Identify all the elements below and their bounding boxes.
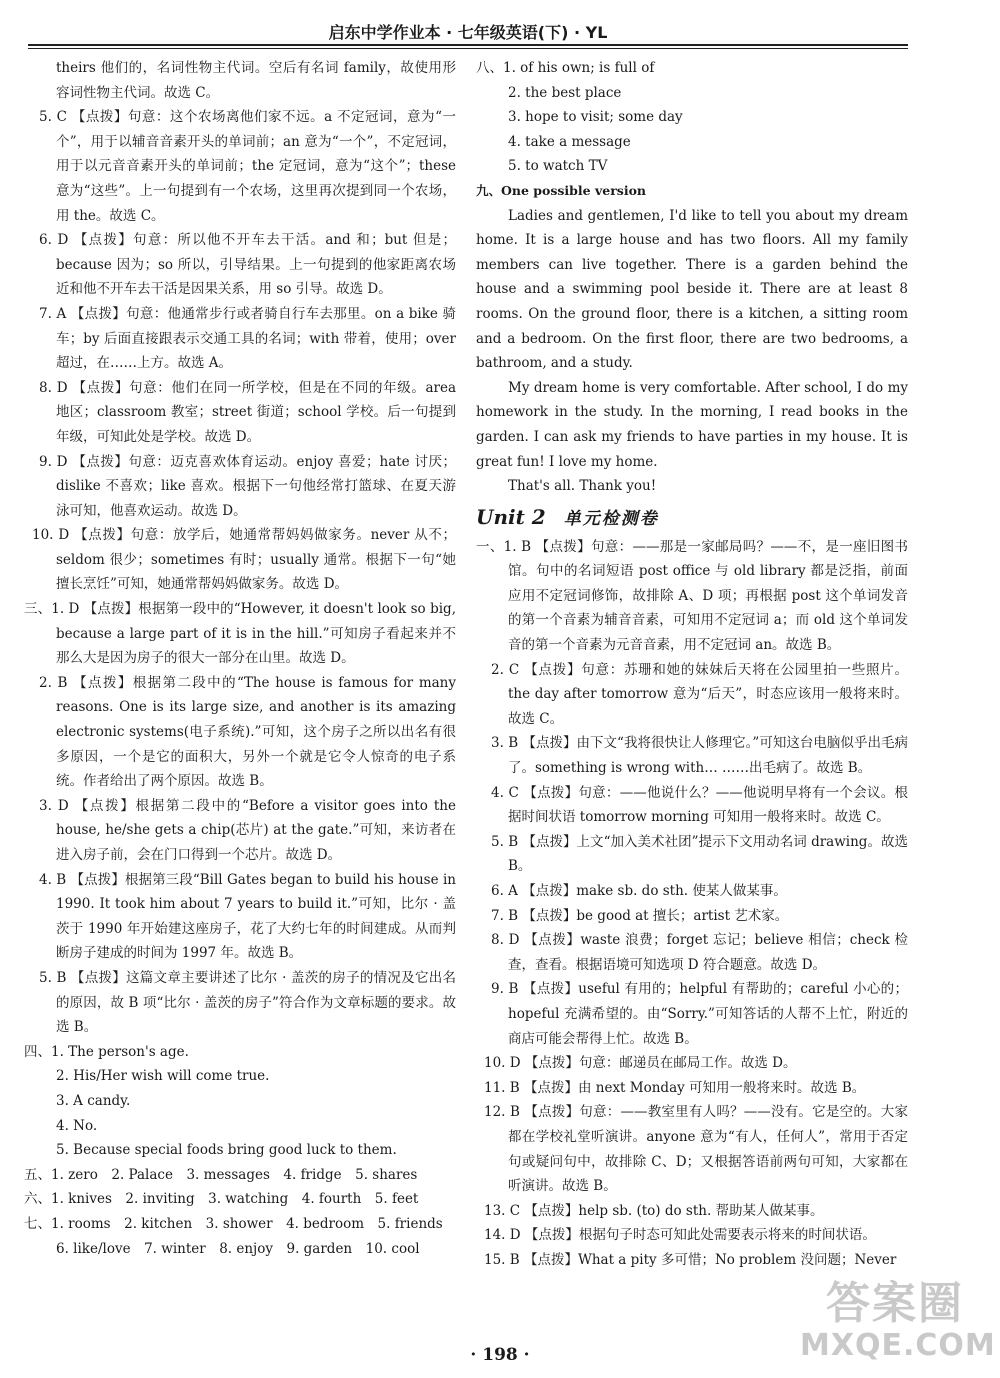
answer-paragraph: 14. D 【点拨】根据句子时态可知此处需要表示将来的时间状语。 <box>484 1227 876 1244</box>
answer-paragraph: 4. B 【点拨】根据第三段“Bill Gates began to build his house in 1990. It took him about 7 years to build it.”可知，比尔 · 盖茨于 1990 年开始建这座房子，花了大约七年的时间建成。从而判断房子建成的时间为 1997 年。故选 B。 <box>39 871 456 962</box>
answer-paragraph: 11. B 【点拨】由 next Monday 可知用一般将来时。故选 B。 <box>484 1079 866 1096</box>
answer-paragraph: 2. B 【点拨】根据第二段中的“The house is famous for many reasons. One is its large size, and another is its amazing electronic systems(电子系统).”可知，这个房子之所以出名有很多原因，一个是它的面积大，另外一个就是它令人惊奇的电子系统。作者给出了两个原因。故选 B。 <box>39 674 456 790</box>
unit-label: Unit 2 <box>476 504 546 529</box>
left-column <box>24 56 456 1261</box>
answer-paragraph: 13. C 【点拨】help sb. (to) do sth. 帮助某人做某事。 <box>484 1202 824 1219</box>
answer-paragraph: theirs 他们的，名词性物主代词。空后有名词 family，故使用形容词性物主代词。故选 C。 <box>56 60 456 101</box>
answer-paragraph: 五、1. zero 2. Palace 3. messages 4. fridge 5. shares <box>24 1166 418 1183</box>
answer-paragraph: 2. C 【点拨】句意：苏珊和她的妹妹后天将在公园里拍一些照片。the day after tomorrow 意为“后天”，时态应该用一般将来时。故选 C。 <box>491 661 908 727</box>
answer-paragraph: 15. B 【点拨】What a pity 多可惜；No problem 没问题；Never <box>484 1251 897 1268</box>
right-column <box>476 56 908 1273</box>
answer-paragraph: 4. C 【点拨】句意：——他说什么？——他说明早将有一个会议。根据时间状语 tomorrow morning 可知用一般将来时。故选 C。 <box>491 784 908 826</box>
right-column-answers-bottom <box>476 535 908 1273</box>
answer-paragraph: 5. B 【点拨】上文“加入美术社团”提示下文用动名词 drawing。故选 B。 <box>491 833 908 875</box>
unit-title: 单元检测卷 <box>563 508 659 529</box>
watermark-logo <box>800 1278 996 1372</box>
answer-paragraph: 3. D 【点拨】根据第二段中的“Before a visitor goes into the house, he/she gets a chip(芯片) at the gate.”可知，来访者在进入房子前，会在门口得到一个芯片。故选 D。 <box>39 797 456 863</box>
answer-paragraph: 5. to watch TV <box>508 158 608 175</box>
answer-paragraph: 2. the best place <box>508 84 622 101</box>
answer-paragraph: 10. D 【点拨】句意：放学后，她通常帮妈妈做家务。never 从不；seldom 很少；sometimes 有时；usually 通常。根据下一句“她擅长烹饪”可知，她通常帮妈妈做家务。故选 D。 <box>32 527 456 593</box>
answer-paragraph: 7. A 【点拨】句意：他通常步行或者骑自行车去那里。on a bike 骑车；by 后面直接跟表示交通工具的名词；with 带着，使用；over 超过，在……上方。故选 A。 <box>39 305 456 372</box>
answer-paragraph: 4. No. <box>56 1117 98 1134</box>
answer-paragraph: 3. B 【点拨】由下文“我将很快让人修理它。”可知这台电脑似乎出毛病了。something is wrong with… ……出毛病了。故选 B。 <box>491 735 908 777</box>
answer-paragraph: 4. take a message <box>508 133 631 150</box>
answer-paragraph: 5. C 【点拨】句意：这个农场离他们家不远。a 不定冠词，意为“一个”，用于以辅音音素开头的单词前；an 意为“一个”，不定冠词，用于以元音音素开头的单词前；the 定冠词，意为“这个”；these 意为“这些”。上一句提到有一个农场，这里再次提到同一个农场，用 the。故选 C。 <box>39 109 456 224</box>
answer-paragraph: 8. D 【点拨】waste 浪费；forget 忘记；believe 相信；check 检查，查看。根据语境可知选项 D 符合题意。故选 D。 <box>491 932 908 973</box>
answer-paragraph: 5. B 【点拨】这篇文章主要讲述了比尔 · 盖茨的房子的情况及它出名的原因，故 B 项“比尔 · 盖茨的房子”符合作为文章标题的要求。故选 B。 <box>39 969 456 1036</box>
answer-paragraph: 8. D 【点拨】句意：他们在同一所学校，但是在不同的年级。area 地区；classroom 教室；street 街道；school 学校。后一句提到年级，可知此处是学校。故选 D。 <box>39 379 456 445</box>
unit-2-heading <box>476 503 908 533</box>
answer-paragraph: 八、1. of his own; is full of <box>476 60 655 76</box>
answer-paragraph: 6. like/love 7. winter 8. enjoy 9. garden 10. cool <box>56 1240 420 1257</box>
answer-paragraph: 一、1. B 【点拨】句意：——那是一家邮局吗？——不，是一座旧图书馆。句中的名词短语 post office 与 old library 都是泛指，前面应用不定冠词修饰，故排除 A、D 项；再根据 post 这个单词发音的第一个音素为辅音音素，可知用不定冠词 a；而 old 这个单词发音的第一个音素为元音音素，用不定冠词 an。故选 B。 <box>476 538 908 654</box>
watermark-text: 答案圈 <box>826 1278 964 1329</box>
answer-paragraph: Ladies and gentlemen, I'd like to tell you about my dream home. It is a large house and has two floors. All my family members can live together. There is a garden behind the house and a swimming pool beside it. There are at least 8 rooms. On the ground floor, there is a kitchen, a sitting room and a bedroom. On the first floor, there are two bedrooms, a bathroom, and a study. <box>476 207 908 372</box>
answer-paragraph: 2. His/Her wish will come true. <box>56 1068 270 1085</box>
answer-paragraph: My dream home is very comfortable. After school, I do my homework in the study. In the morning, I read books in the garden. I can ask my friends to have parties in my house. It is great fun! I love my home. <box>476 379 908 470</box>
answer-paragraph: That's all. Thank you! <box>508 478 657 495</box>
answer-paragraph: 12. B 【点拨】句意：——教室里有人吗？——没有。它是空的。大家都在学校礼堂听演讲。anyone 意为“有人，任何人”，常用于否定句或疑问句中，故排除 C、D；又根据答语前两句可知，大家都在听演讲。故选 B。 <box>484 1104 908 1195</box>
answer-paragraph: 7. B 【点拨】be good at 擅长；artist 艺术家。 <box>491 907 789 924</box>
header-rule <box>28 44 908 46</box>
answer-paragraph: 六、1. knives 2. inviting 3. watching 4. fourth 5. feet <box>24 1191 419 1208</box>
answer-paragraph: 6. D 【点拨】句意：所以他不开车去干活。and 和；but 但是；because 因为；so 所以，引导结果。上一句提到的他家距离农场近和他不开车去干活是因果关系，用 so 引导。故选 D。 <box>39 232 456 298</box>
answer-paragraph: 9. B 【点拨】useful 有用的；helpful 有帮助的；careful 小心的；hopeful 充满希望的。由“Sorry.”可知答话的人帮不上忙，附近的商店可能会帮得上忙。故选 B。 <box>491 981 908 1047</box>
answer-paragraph: 四、1. The person's age. <box>24 1043 189 1060</box>
watermark-url: MXQE.COM <box>800 1328 996 1363</box>
answer-paragraph: 九、One possible version <box>476 182 646 198</box>
answer-paragraph: 三、1. D 【点拨】根据第一段中的“However, it doesn't look so big, because a large part of it is in the hill.”可知房子看起来并不那么大是因为房子的很大一部分在山里。故选 D。 <box>24 601 456 667</box>
answer-paragraph: 3. A candy. <box>56 1092 131 1109</box>
answer-paragraph: 5. Because special foods bring good luck to them. <box>56 1142 397 1159</box>
answer-paragraph: 6. A 【点拨】make sb. do sth. 使某人做某事。 <box>491 883 787 899</box>
answer-paragraph: 3. hope to visit; some day <box>508 109 683 126</box>
page-number: · 198 · <box>470 1345 530 1365</box>
answer-paragraph: 9. D 【点拨】句意：迈克喜欢体育运动。enjoy 喜爱；hate 讨厌；dislike 不喜欢；like 喜欢。根据下一句他经常打篮球、在夏天游泳可知，他喜欢运动。故选 D。 <box>39 453 456 519</box>
answer-paragraph: 七、1. rooms 2. kitchen 3. shower 4. bedroom 5. friends <box>24 1215 443 1232</box>
answer-paragraph: 10. D 【点拨】句意：邮递员在邮局工作。故选 D。 <box>484 1055 797 1072</box>
header-rule-thin <box>28 48 908 49</box>
page-header: 启东中学作业本 · 七年级英语(下) · YL <box>328 23 608 42</box>
right-column-answers-top <box>476 56 908 499</box>
